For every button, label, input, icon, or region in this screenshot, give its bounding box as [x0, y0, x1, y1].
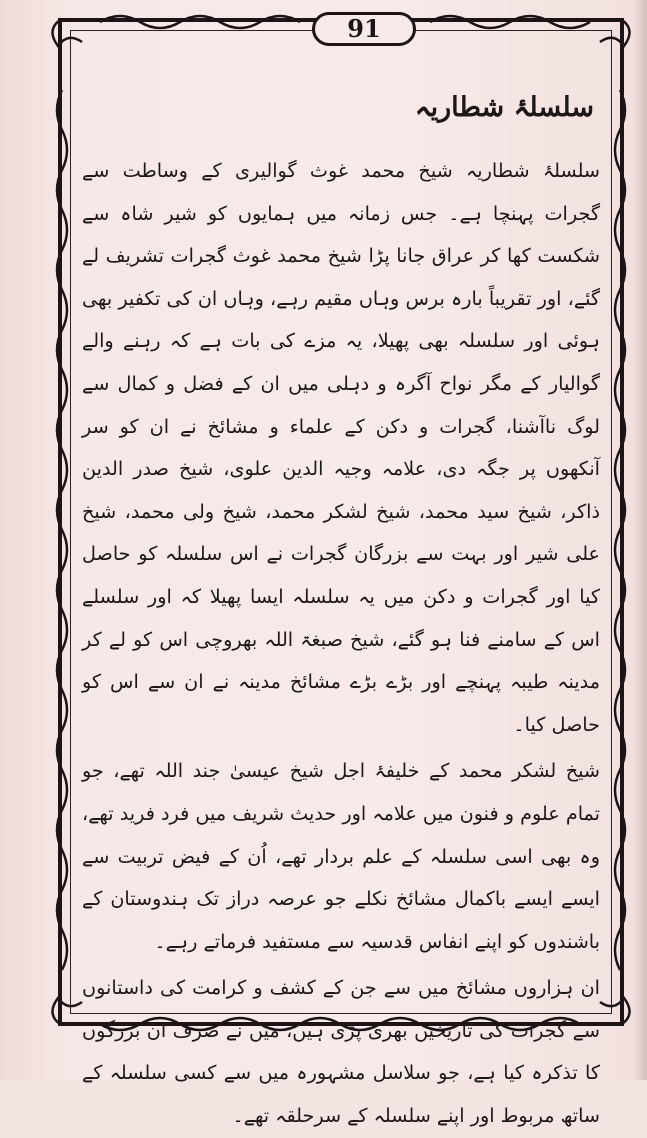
- page-number: 91: [312, 12, 416, 46]
- paragraph-1: سلسلۂ شطاریہ شیخ محمد غوث گوالیری کے وساطت سے گجرات پہنچا ہے۔ جس زمانہ میں ہمایوں کو شیر شاہ سے شکست کھا کر عراق جانا پڑا شیخ محمد غوث گجرات تشریف لے گئے، اور تقریباً بارہ برس وہاں مقیم رہے، وہاں ان کی تکفیر بھی ہوئی اور سلسلہ بھی پھیلا، یہ مزے کی بات ہے کہ رہنے والے گوالیار کے مگر نواح آگرہ و دہلی میں ان کے فضل و کمال سے لوگ ناآشنا، گجرات و دکن کے علماء و مشائخ نے ان کو سر آنکھوں پر جگہ دی، علامہ وجیہ الدین علوی، شیخ صدر الدین ذاکر، شیخ سید محمد، شیخ لشکر محمد، شیخ ولی محمد، شیخ علی شیر اور بہت سے بزرگان گجرات نے اس سلسلہ کو حاصل کیا اور گجرات و دکن میں یہ سلسلہ ایسا پھیلا کہ اور سلسلے اس کے سامنے فنا ہو گئے، شیخ صبغۃ اللہ بھروچی اس کو لے کر مدینہ طیبہ پہنچے اور بڑے بڑے مشائخ مدینہ نے ان سے اس کو حاصل کیا۔: [82, 159, 600, 736]
- paragraph-2: شیخ لشکر محمد کے خلیفۂ اجل شیخ عیسیٰ جند اللہ تھے، جو تمام علوم و فنون میں علامہ اور حدیث شریف میں فرد فرید تھے، وہ بھی اسی سلسلہ کے علم بردار تھے، اُن کے فیض تربیت سے ایسے ایسے باکمال مشائخ نکلے جو عرصہ دراز تک ہندوستان کے باشندوں کو اپنے انفاس قدسیہ سے مستفید فرماتے رہے۔: [82, 759, 600, 953]
- paragraph-3: ان ہزاروں مشائخ میں سے جن کے کشف و کرامت کی داستانوں سے گجرات کی تاریخیں بھری پڑی ہیں، میں نے صرف ان بزرگوں کا تذکرہ کیا ہے، جو سلاسل مشہورہ میں سے کسی سلسلہ کے ساتھ مربوط اور اپنے سلسلہ کے سرحلقہ تھے۔: [82, 976, 600, 1128]
- page-content: [82, 88, 600, 1138]
- section-title: سلسلۂ شطاریہ: [414, 92, 594, 123]
- page-edge-shadow: [633, 0, 647, 1080]
